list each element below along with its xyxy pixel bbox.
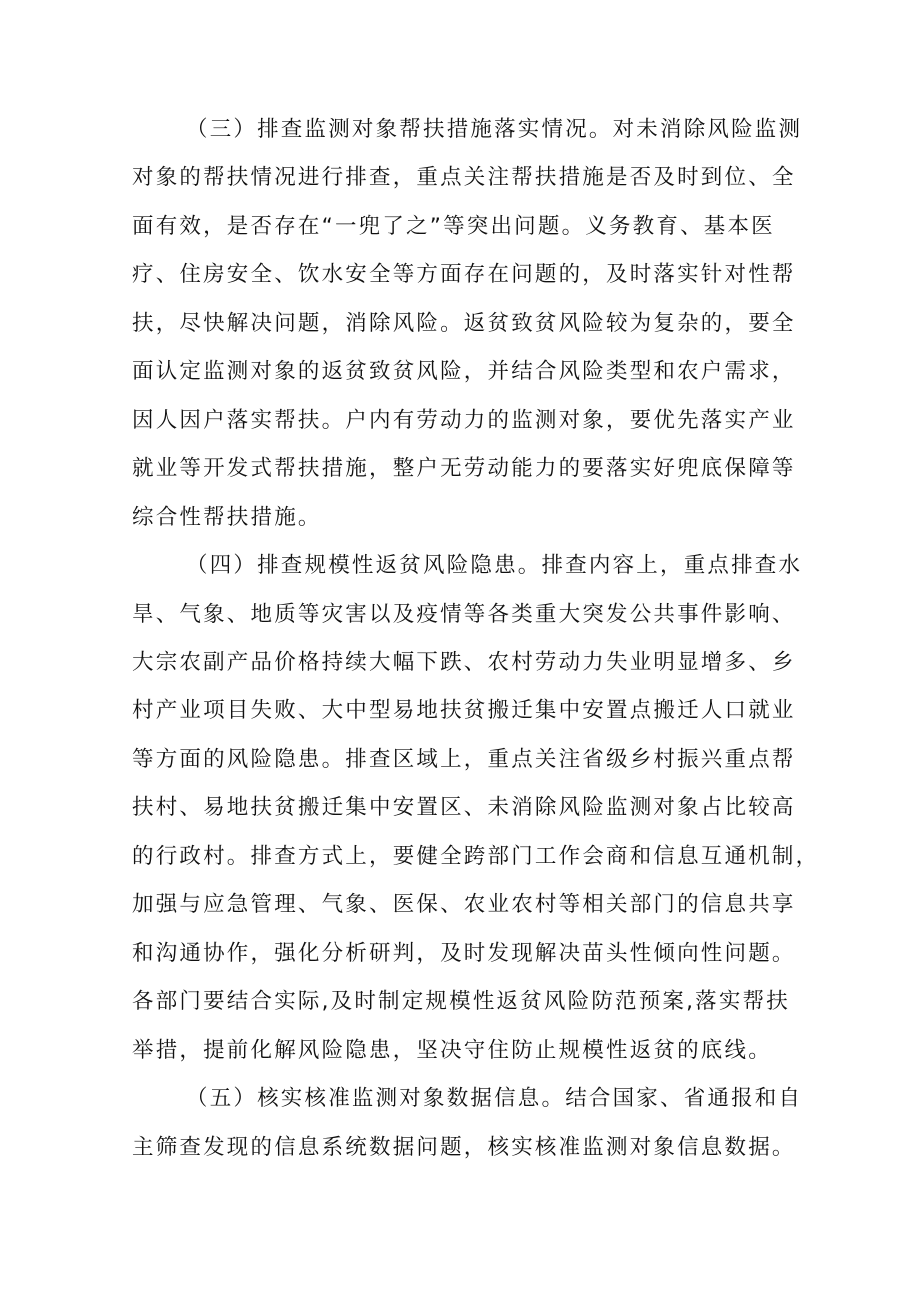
text-line: 扶，尽快解决问题，消除风险。返贫致贫风险较为复杂的，要全: [132, 311, 796, 336]
text-line: 疗、住房安全、饮水安全等方面存在问题的，及时落实针对性帮: [132, 262, 796, 287]
text-line: 加强与应急管理、气象、医保、农业农村等相关部门的信息共享: [132, 892, 796, 917]
text-line: 各部门要结合实际,及时制定规模性返贫风险防范预案,落实帮扶: [132, 989, 790, 1014]
text-line: 旱、气象、地质等灾害以及疫情等各类重大突发公共事件影响、: [132, 602, 796, 627]
text-line: 等方面的风险隐患。排查区域上，重点关注省级乡村振兴重点帮: [132, 747, 796, 772]
text-line: 对象的帮扶情况进行排查，重点关注帮扶措施是否及时到位、全: [132, 165, 796, 190]
text-line: 就业等开发式帮扶措施，整户无劳动能力的要落实好兜底保障等: [132, 456, 796, 481]
text-line: 因人因户落实帮扶。户内有劳动力的监测对象，要优先落实产业: [132, 408, 796, 433]
text-line: 和沟通协作，强化分析研判，及时发现解决苗头性倾向性问题。: [132, 941, 796, 966]
text-line: （五）核实核准监测对象数据信息。结合国家、省通报和自: [186, 1086, 803, 1111]
text-line: 村产业项目失败、大中型易地扶贫搬迁集中安置点搬迁人口就业: [132, 698, 796, 723]
text-line: 面有效，是否存在“一兜了之”等突出问题。义务教育、基本医: [132, 214, 775, 239]
text-line: 面认定监测对象的返贫致贫风险，并结合风险类型和农户需求，: [132, 359, 796, 384]
text-line: 的行政村。排查方式上，要健全跨部门工作会商和信息互通机制，: [132, 844, 820, 869]
text-line: 扶村、易地扶贫搬迁集中安置区、未消除风险监测对象占比较高: [132, 795, 796, 820]
text-line: 举措，提前化解风险隐患，坚决守住防止规模性返贫的底线。: [132, 1038, 772, 1063]
text-line: （三）排查监测对象帮扶措施落实情况。对未消除风险监测: [186, 117, 803, 142]
text-line: （四）排查规模性返贫风险隐患。排查内容上，重点排查水: [186, 553, 803, 578]
text-line: 主筛查发现的信息系统数据问题，核实核准监测对象信息数据。: [132, 1135, 796, 1160]
text-line: 综合性帮扶措施。: [132, 505, 322, 530]
text-line: 大宗农副产品价格持续大幅下跌、农村劳动力失业明显增多、乡: [132, 650, 796, 675]
